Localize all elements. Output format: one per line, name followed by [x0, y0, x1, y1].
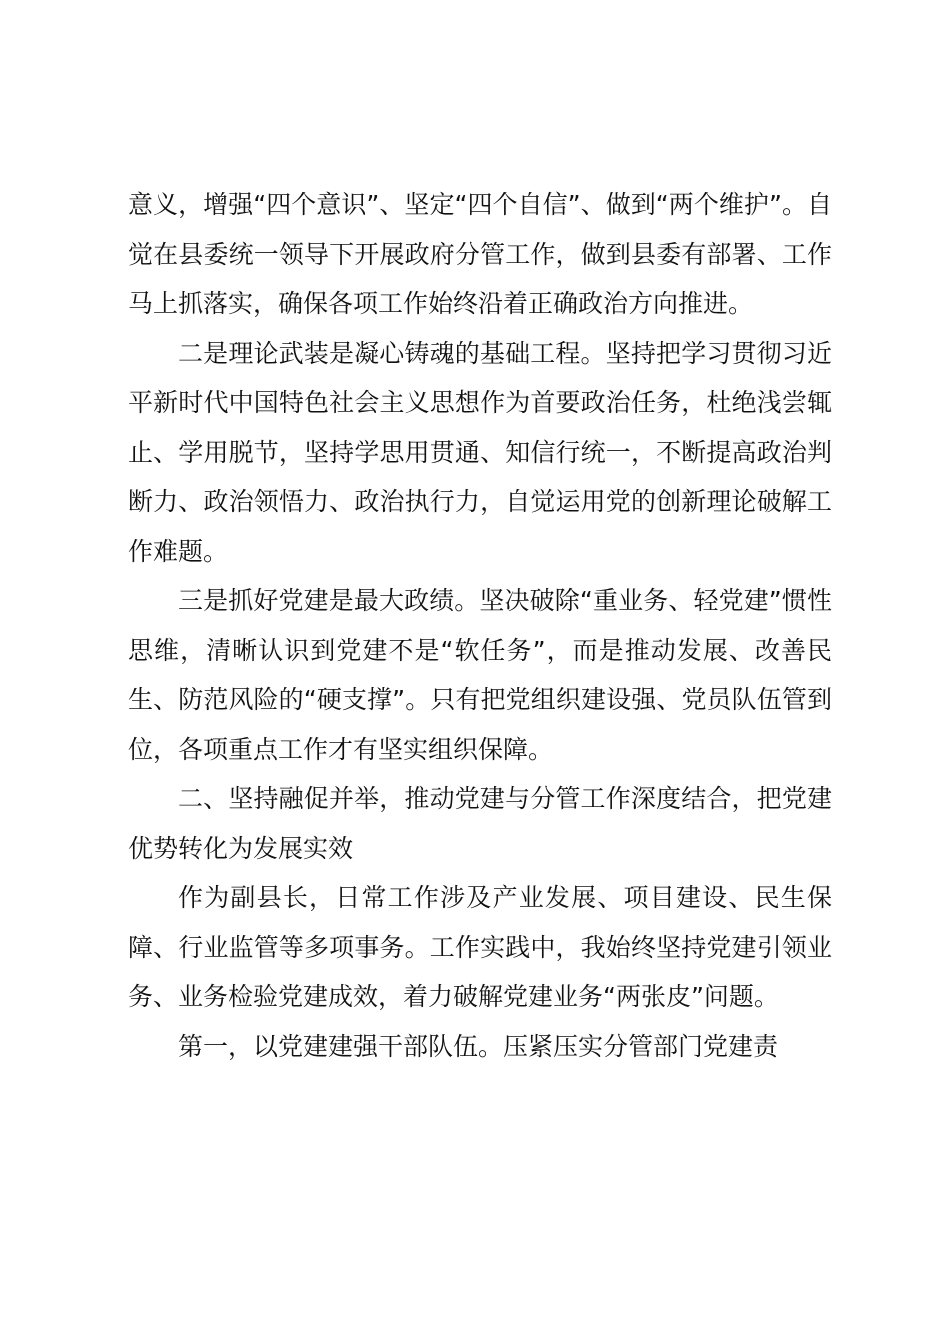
paragraph-continuation: 意义，增强“四个意识”、坚定“四个自信”、做到“两个维护”。自觉在县委统一领导下开展政府分管工作，做到县委有部署、工作马上抓落实，确保各项工作始终沿着正确政治方向推进。 — [128, 190, 832, 318]
document-body — [128, 180, 832, 1071]
paragraph-party-building-achievement: 三是抓好党建是最大政绩。坚决破除“重业务、轻党建”惯性思维，清晰认识到党建不是“软任务”，而是推动发展、改善民生、防范风险的“硬支撑”。只有把党组织建设强、党员队伍管到位，各项重点工作才有坚实组织保障。 — [128, 586, 832, 764]
section-heading-two: 二、坚持融促并举，推动党建与分管工作深度结合，把党建优势转化为发展实效 — [128, 784, 832, 863]
paragraph-deputy-county-head: 作为副县长，日常工作涉及产业发展、项目建设、民生保障、行业监管等多项事务。工作实践中，我始终坚持党建引领业务、业务检验党建成效，着力破解党建业务“两张皮”问题。 — [128, 883, 832, 1011]
paragraph-theory-armament: 二是理论武装是凝心铸魂的基础工程。坚持把学习贯彻习近平新时代中国特色社会主义思想作为首要政治任务，杜绝浅尝辄止、学用脱节，坚持学思用贯通、知信行统一，不断提高政治判断力、政治领悟力、政治执行力，自觉运用党的创新理论破解工作难题。 — [128, 338, 832, 566]
paragraph-first-cadre-team: 第一，以党建建强干部队伍。压紧压实分管部门党建责 — [178, 1031, 779, 1061]
